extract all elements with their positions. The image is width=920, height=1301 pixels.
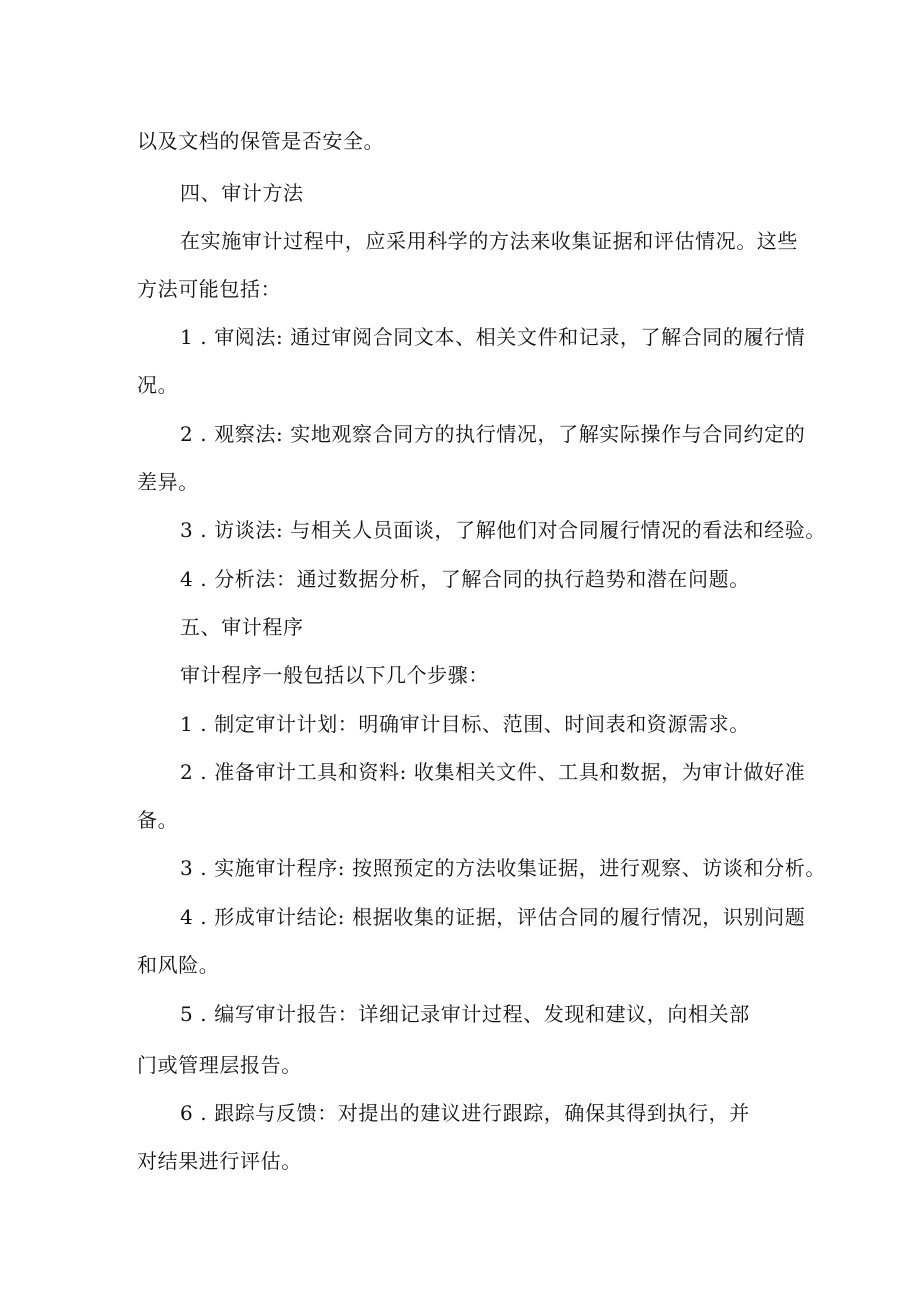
list-item-analysis-method: 4 . 分析法：通过数据分析，了解合同的执行趋势和潜在问题。 (180, 567, 750, 591)
section-heading-audit-procedure: 五、审计程序 (180, 615, 304, 639)
text-line-4: 方法可能包括： (137, 277, 282, 301)
list-item-follow-up: 6 . 跟踪与反馈：对提出的建议进行跟踪，确保其得到执行，并 (180, 1101, 750, 1125)
text-line-6: 况。 (137, 373, 179, 397)
list-item-conclusion: 4 . 形成审计结论: 根据收集的证据，评估合同的履行情况，识别问题 (180, 905, 806, 929)
list-item-plan: 1 . 制定审计计划：明确审计目标、范围、时间表和资源需求。 (180, 712, 750, 736)
list-item-interview-method: 3 . 访谈法: 与相关人员面谈，了解他们对合同履行情况的看法和经验。 (180, 518, 826, 542)
text-line-8: 差异。 (137, 470, 199, 494)
text-line-1: 以及文档的保管是否安全。 (137, 129, 385, 153)
section-heading-audit-methods: 四、审计方法 (180, 181, 304, 205)
list-item-implement: 3 . 实施审计程序: 按照预定的方法收集证据，进行观察、访谈和分析。 (180, 856, 826, 880)
text-line-20: 门或管理层报告。 (137, 1053, 302, 1077)
text-line-18: 和风险。 (137, 953, 220, 977)
text-line-22: 对结果进行评估。 (137, 1149, 302, 1173)
list-item-prepare: 2 . 准备审计工具和资料: 收集相关文件、工具和数据，为审计做好准 (180, 760, 806, 784)
text-line-15: 备。 (137, 808, 179, 832)
text-line-12: 审计程序一般包括以下几个步骤： (180, 663, 489, 687)
list-item-report: 5 . 编写审计报告：详细记录审计过程、发现和建议，向相关部 (180, 1002, 750, 1026)
list-item-observation-method: 2 . 观察法: 实地观察合同方的执行情况，了解实际操作与合同约定的 (180, 422, 806, 446)
list-item-review-method: 1 . 审阅法: 通过审阅合同文本、相关文件和记录，了解合同的履行情 (180, 325, 806, 349)
text-line-3: 在实施审计过程中，应采用科学的方法来收集证据和评估情况。这些 (180, 229, 798, 253)
